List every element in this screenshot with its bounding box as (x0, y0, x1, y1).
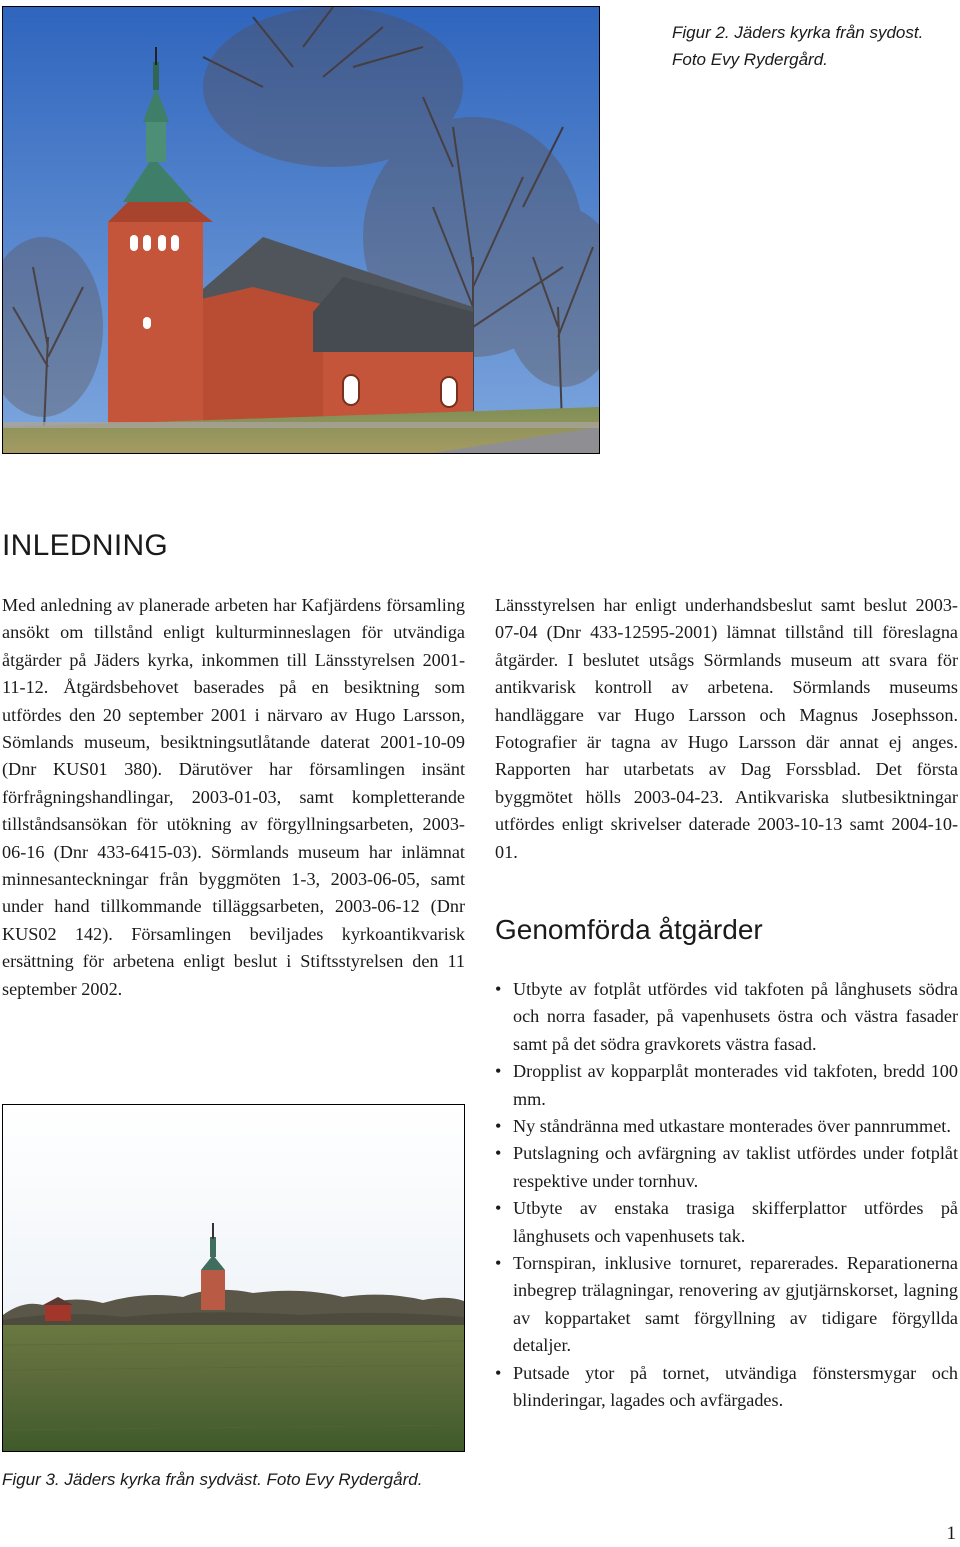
figure-2-caption-title: Figur 2. Jäders kyrka från sydost. (672, 23, 924, 42)
permit-paragraph: Länsstyrelsen har enligt underhandsbeslut samt beslut 2003-07-04 (Dnr 433-12595-2001) lämnat tillstånd till föreslagna åtgärder. I beslutet utsågs Sörmlands museum att svara för antikvarisk kontroll av arbetena. Sörmlands museums handläggare var Hugo Larsson och Magnus Josephsson. Fotografier är tagna av Hugo Larsson där annat ej anges. Rapporten har utarbetats av Dag Forssblad. Det första byggmötet hölls 2003-04-23. Antikvariska slutbesiktningar utfördes enligt skrivelser daterade 2003-10-13 samt 2004-10-01. (495, 595, 958, 862)
list-item: • Putsade ytor på tornet, utvändiga fönstersmygar och blinderingar, lagades och avfärgades. (495, 1360, 958, 1415)
list-item: • Dropplist av kopparplåt monterades vid takfoten, bredd 100 mm. (495, 1058, 958, 1113)
list-item: • Ny ståndränna med utkastare monterades över pannrummet. (495, 1113, 958, 1140)
church-photo-southwest (2, 1104, 465, 1452)
figure-2-caption (672, 19, 952, 73)
list-item: • Utbyte av fotplåt utfördes vid takfoten på långhusets södra och norra fasader, på vapenhusets östra och västra fasader samt på det södra gravkorets västra fasad. (495, 976, 958, 1058)
intro-paragraph: Med anledning av planerade arbeten har Kafjärdens församling ansökt om tillstånd enligt kulturminneslagen för utvändiga åtgärder på Jäders kyrka, inkommen till Länsstyrelsen 2001-11-12. Åtgärdsbehovet baserades på en besiktning som utfördes den 20 september 2001 i närvaro av Hugo Larsson, Sömlands museum, besiktningsutlåtande daterat 2001-10-09 (Dnr KUS01 380). Därutöver har församlingen insänt förfrågningshandlingar, 2003-01-03, samt kompletterande tillståndsansökan för utökning av förgyllningsarbeten, 2003-06-16 (Dnr 433-6415-03). Sörmlands museum har inlämnat minnesanteckningar från byggmöten 1-3, 2003-06-05, samt under hand tillkommande tilläggsarbeten, 2003-06-12 (Dnr KUS02 142). Församlingen beviljades kyrkoantikvarisk ersättning för arbetena enligt beslut i Stiftsstyrelsen den 11 september 2002. (2, 595, 465, 999)
section-heading-inledning: INLEDNING (2, 529, 169, 562)
church-photo-southwest-image (3, 1105, 464, 1451)
figure-2-caption-credit: Foto Evy Rydergård. (672, 50, 828, 69)
church-photo-southeast (2, 6, 600, 454)
list-item: • Putslagning och avfärgning av taklist utfördes under fotplåt respektive under tornhuv. (495, 1140, 958, 1195)
list-item: • Utbyte av enstaka trasiga skifferplattor utfördes på långhusets och vapenhusets tak. (495, 1195, 958, 1250)
section-heading-genomforda-atgarder: Genomförda åtgärder (495, 914, 763, 945)
figure-3-caption: Figur 3. Jäders kyrka från sydväst. Foto Evy Rydergård. (2, 1470, 423, 1489)
measures-list (495, 976, 958, 1415)
church-photo-southeast-image (3, 7, 599, 453)
list-item: • Tornspiran, inklusive tornuret, reparerades. Reparationerna inbegrep trälagningar, renovering av gjutjärnskorset, lagning av koppartaket samt förgyllning av tidigare förgyllda detaljer. (495, 1250, 958, 1360)
page-number: 1 (946, 1523, 956, 1544)
